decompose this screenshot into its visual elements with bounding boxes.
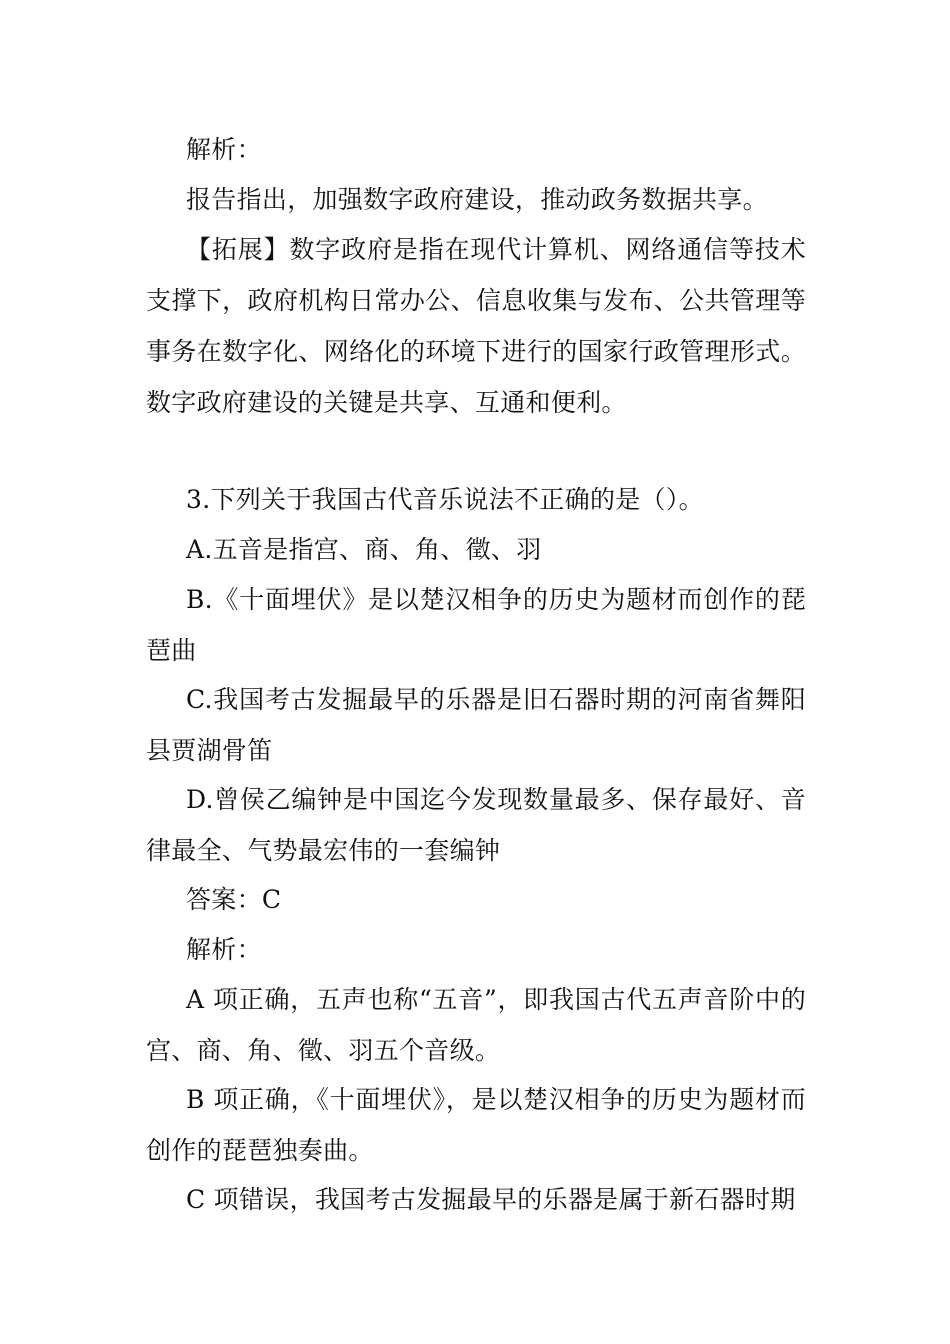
question-3-stem: 3.下列关于我国古代音乐说法不正确的是（）。	[186, 485, 704, 514]
analysis-b: B 项正确，《十面埋伏》，是以楚汉相争的历史为题材而创作的琵琶独奏曲。	[146, 1085, 806, 1165]
option-c: C.我国考古发掘最早的乐器是旧石器时期的河南省舞阳县贾湖骨笛	[146, 685, 806, 765]
analysis-a: A 项正确，五声也称“五音”，即我国古代五声音阶中的宫、商、角、徵、羽五个音级。	[146, 985, 806, 1065]
option-a: A.五音是指宫、商、角、徵、羽	[186, 535, 542, 564]
answer: 答案：C	[186, 885, 282, 914]
extension-paragraph: 【拓展】数字政府是指在现代计算机、网络通信等技术支撑下，政府机构日常办公、信息收集与发布、公共管理等事务在数字化、网络化的环境下进行的国家行政管理形式。数字政府建设的关键是共享、互通和便利。	[146, 235, 806, 417]
option-d: D.曾侯乙编钟是中国迄今发现数量最多、保存最好、音律最全、气势最宏伟的一套编钟	[146, 785, 806, 865]
analysis-text-1: 报告指出，加强数字政府建设，推动政务数据共享。	[186, 185, 768, 214]
analysis-c: C 项错误，我国考古发掘最早的乐器是属于新石器时期	[186, 1185, 796, 1214]
analysis-label-2: 解析：	[186, 935, 262, 964]
option-b: B.《十面埋伏》是以楚汉相争的历史为题材而创作的琵琶曲	[146, 585, 806, 665]
analysis-label-1: 解析：	[186, 135, 262, 164]
